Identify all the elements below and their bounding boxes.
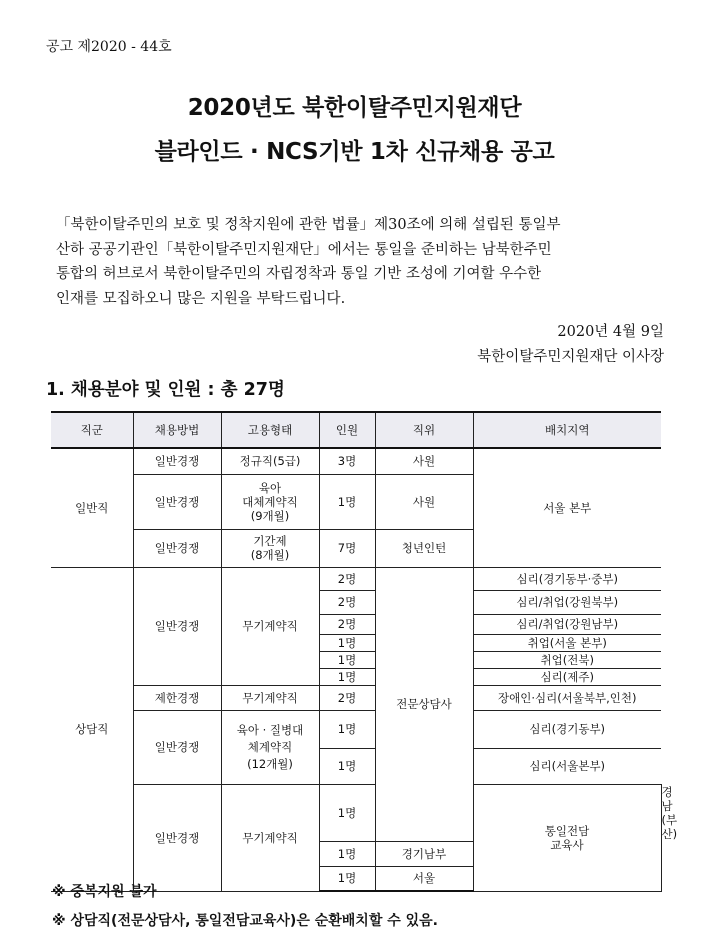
count-cell: 1명 [319, 651, 375, 668]
employment-type-cell: 무기계약직 [221, 685, 319, 710]
method-cell: 제한경쟁 [133, 685, 221, 710]
region-cell: 취업(전북) [473, 651, 661, 668]
region-cell: 취업(서울 본부) [473, 634, 661, 651]
region-cell: 심리(서울본부) [473, 748, 661, 784]
section-heading: 1. 채용분야 및 인원 : 총 27명 [46, 380, 285, 400]
recruitment-table [51, 411, 678, 892]
count-cell: 1명 [319, 784, 375, 841]
method-cell: 일반경쟁 [133, 474, 221, 529]
table-row: 일반경쟁 무기계약직 1명 통일전담 교육사 경남(부산) [51, 784, 661, 841]
notes [52, 878, 438, 936]
job-group-cell: 상담직 [51, 567, 133, 891]
note-rotation: ※ 상담직(전문상담사, 통일전담교육사)은 순환배치할 수 있음. [52, 913, 438, 929]
region-cell: 심리/취업(강원북부) [473, 590, 661, 614]
region-cell: 심리(경기동부) [473, 710, 661, 748]
job-group-cell: 일반직 [51, 448, 133, 567]
region-cell: 장애인·심리(서울북부,인천) [473, 685, 661, 710]
region-cell: 심리(경기동부·중부) [473, 567, 661, 590]
intro-line: 통합의 허브로서 북한이탈주민의 자립정착과 통일 기반 조성에 기여할 우수한 [56, 266, 542, 282]
table-row [51, 448, 661, 474]
intro-line: 산하 공공기관인「북한이탈주민지원재단」에서는 통일을 준비하는 남북한주민 [56, 241, 552, 258]
count-cell: 1명 [319, 710, 375, 748]
position-cell: 청년인턴 [375, 529, 473, 567]
position-cell: 전문상담사 [375, 567, 473, 841]
method-cell: 일반경쟁 [133, 784, 221, 891]
table-row [51, 685, 661, 710]
count-cell: 1명 [319, 668, 375, 685]
region-cell: 심리(제주) [473, 668, 661, 685]
count-cell: 1명 [319, 841, 375, 866]
region-cell: 서울 본부 [473, 448, 661, 567]
header-cell: 인원 [319, 412, 375, 448]
position-cell: 통일전담 교육사 [473, 784, 661, 891]
count-cell: 1명 [319, 634, 375, 651]
header-cell: 채용방법 [133, 412, 221, 448]
intro-line: 「북한이탈주민의 보호 및 정착지원에 관한 법률」제30조에 의해 설립된 통일부 [56, 217, 561, 233]
region-cell: 심리/취업(강원남부) [473, 614, 661, 634]
region-cell: 서울 [375, 866, 473, 891]
count-cell: 2명 [319, 590, 375, 614]
position-cell: 사원 [375, 448, 473, 474]
position-cell: 사원 [375, 474, 473, 529]
employment-type-cell: 기간제 (8개월) [221, 529, 319, 567]
count-cell: 1명 [319, 866, 375, 891]
table-header-row [51, 412, 661, 448]
count-cell: 2명 [319, 685, 375, 710]
document-number: 공고 제2020 - 44호 [46, 39, 172, 55]
header-cell: 직군 [51, 412, 133, 448]
page-subtitle: 블라인드 · NCS기반 1차 신규채용 공고 [154, 139, 555, 165]
count-cell: 1명 [319, 474, 375, 529]
header-cell: 직위 [375, 412, 473, 448]
intro-paragraph [56, 213, 664, 311]
table-row [51, 567, 661, 590]
employment-type-cell: 육아 대체계약직 (9개월) [221, 474, 319, 529]
employment-type-cell: 무기계약직 [221, 567, 319, 685]
method-cell: 일반경쟁 [133, 710, 221, 784]
count-cell: 2명 [319, 614, 375, 634]
method-cell: 일반경쟁 [133, 448, 221, 474]
table-row [51, 710, 661, 748]
employment-type-cell: 육아 · 질병대 체계약직 (12개월) [221, 710, 319, 784]
announcement-date: 2020년 4월 9일 [557, 324, 664, 340]
method-cell: 일반경쟁 [133, 529, 221, 567]
employment-type-cell: 무기계약직 [221, 784, 319, 891]
header-cell: 배치지역 [473, 412, 661, 448]
intro-line: 인재를 모집하오니 많은 지원을 부탁드립니다. [56, 290, 346, 307]
note-no-duplicate: ※ 중복지원 불가 [52, 884, 157, 900]
header-cell: 고용형태 [221, 412, 319, 448]
count-cell: 3명 [319, 448, 375, 474]
method-cell: 일반경쟁 [133, 567, 221, 685]
count-cell: 1명 [319, 748, 375, 784]
region-cell: 경기남부 [375, 841, 473, 866]
issuer: 북한이탈주민지원재단 이사장 [477, 349, 664, 365]
page-title: 2020년도 북한이탈주민지원재단 [187, 95, 522, 121]
employment-type-cell: 정규직(5급) [221, 448, 319, 474]
count-cell: 7명 [319, 529, 375, 567]
count-cell: 2명 [319, 567, 375, 590]
